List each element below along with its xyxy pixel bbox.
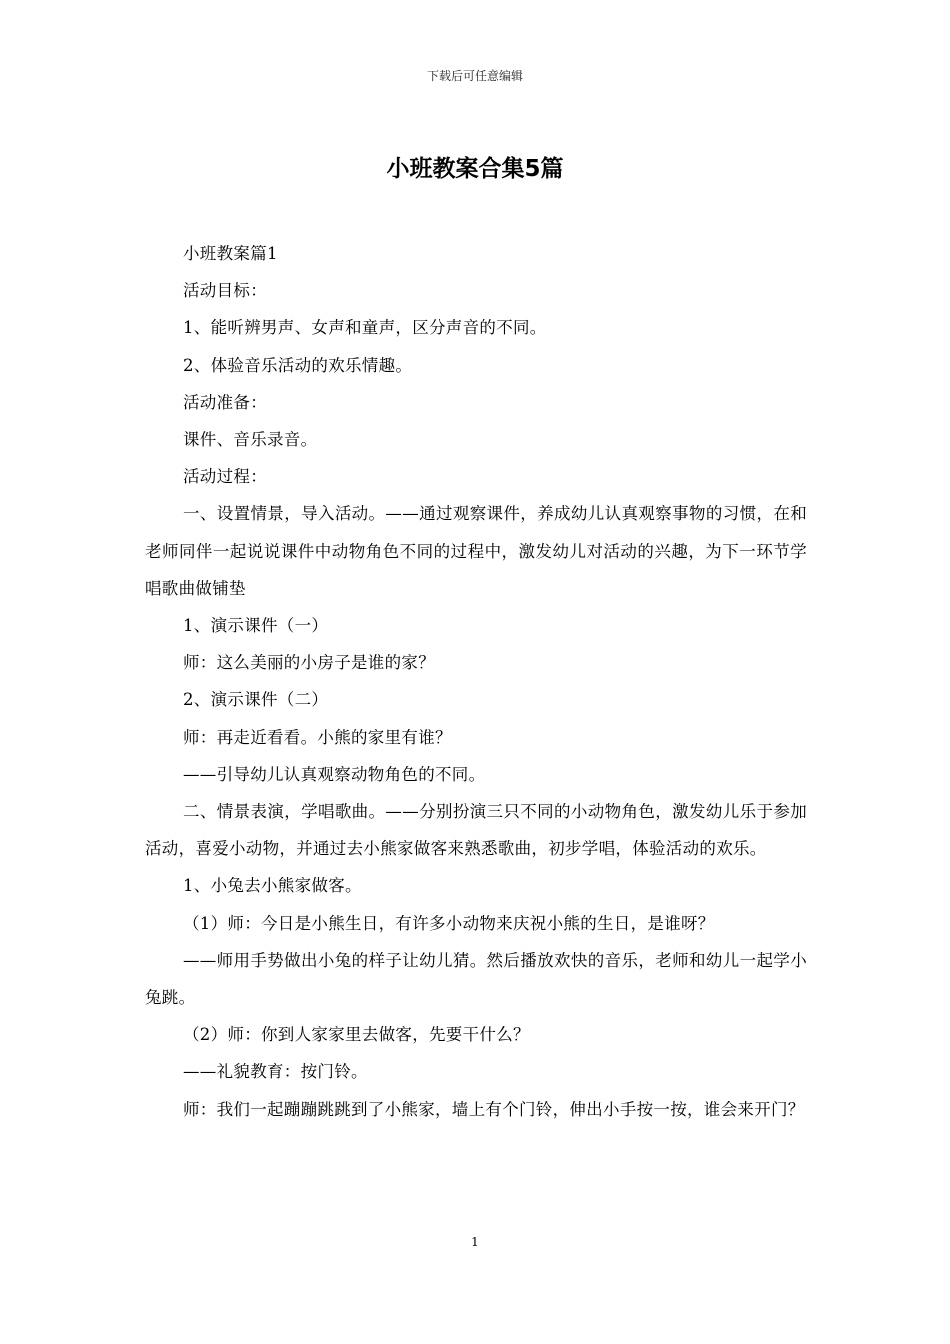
paragraph: ——礼貌教育：按门铃。: [183, 1062, 368, 1082]
paragraph: 活动目标：: [183, 281, 267, 301]
paragraph: 活动准备：: [183, 392, 267, 412]
paragraph: 小班教案篇1: [183, 244, 278, 263]
paragraph: 师：这么美丽的小房子是谁的家？: [183, 653, 435, 673]
paragraph: 2、体验音乐活动的欢乐情趣。: [183, 355, 413, 375]
paragraph: 活动过程：: [183, 467, 267, 487]
paragraph: ——引导幼儿认真观察动物角色的不同。: [183, 764, 486, 784]
document-body: [145, 235, 807, 1128]
paragraph: 一、设置情景，导入活动。——通过观察课件，养成幼儿认真观察事物的习惯，在和老师同伴一起说说课件中动物角色不同的过程中，激发幼儿对活动的兴趣，为下一环节学唱歌曲做铺垫: [145, 504, 807, 598]
page-number: 1: [471, 1235, 479, 1249]
paragraph: 课件、音乐录音。: [183, 430, 318, 450]
document-title: 小班教案合集5篇: [386, 156, 564, 182]
paragraph: （2）师：你到人家家里去做客，先要干什么？: [183, 1025, 530, 1045]
paragraph: ——师用手势做出小兔的样子让幼儿猜。然后播放欢快的音乐，老师和幼儿一起学小兔跳。: [145, 950, 807, 1008]
paragraph: 师：我们一起蹦蹦跳跳到了小熊家，墙上有个门铃，伸出小手按一按，谁会来开门？: [183, 1099, 805, 1119]
paragraph: （1）师：今日是小熊生日，有许多小动物来庆祝小熊的生日，是谁呀？: [183, 913, 715, 933]
paragraph: 1、小兔去小熊家做客。: [183, 876, 362, 896]
header-note: 下载后可任意编辑: [426, 69, 523, 83]
paragraph: 师：再走近看看。小熊的家里有谁？: [183, 727, 452, 747]
paragraph: 1、能听辨男声、女声和童声，区分声音的不同。: [183, 318, 547, 338]
paragraph: 2、演示课件（二）: [183, 690, 329, 710]
paragraph: 1、演示课件（一）: [183, 616, 329, 636]
paragraph: 二、情景表演，学唱歌曲。——分别扮演三只不同的小动物角色，激发幼儿乐于参加活动，喜爱小动物，并通过去小熊家做客来熟悉歌曲，初步学唱，体验活动的欢乐。: [145, 802, 807, 859]
